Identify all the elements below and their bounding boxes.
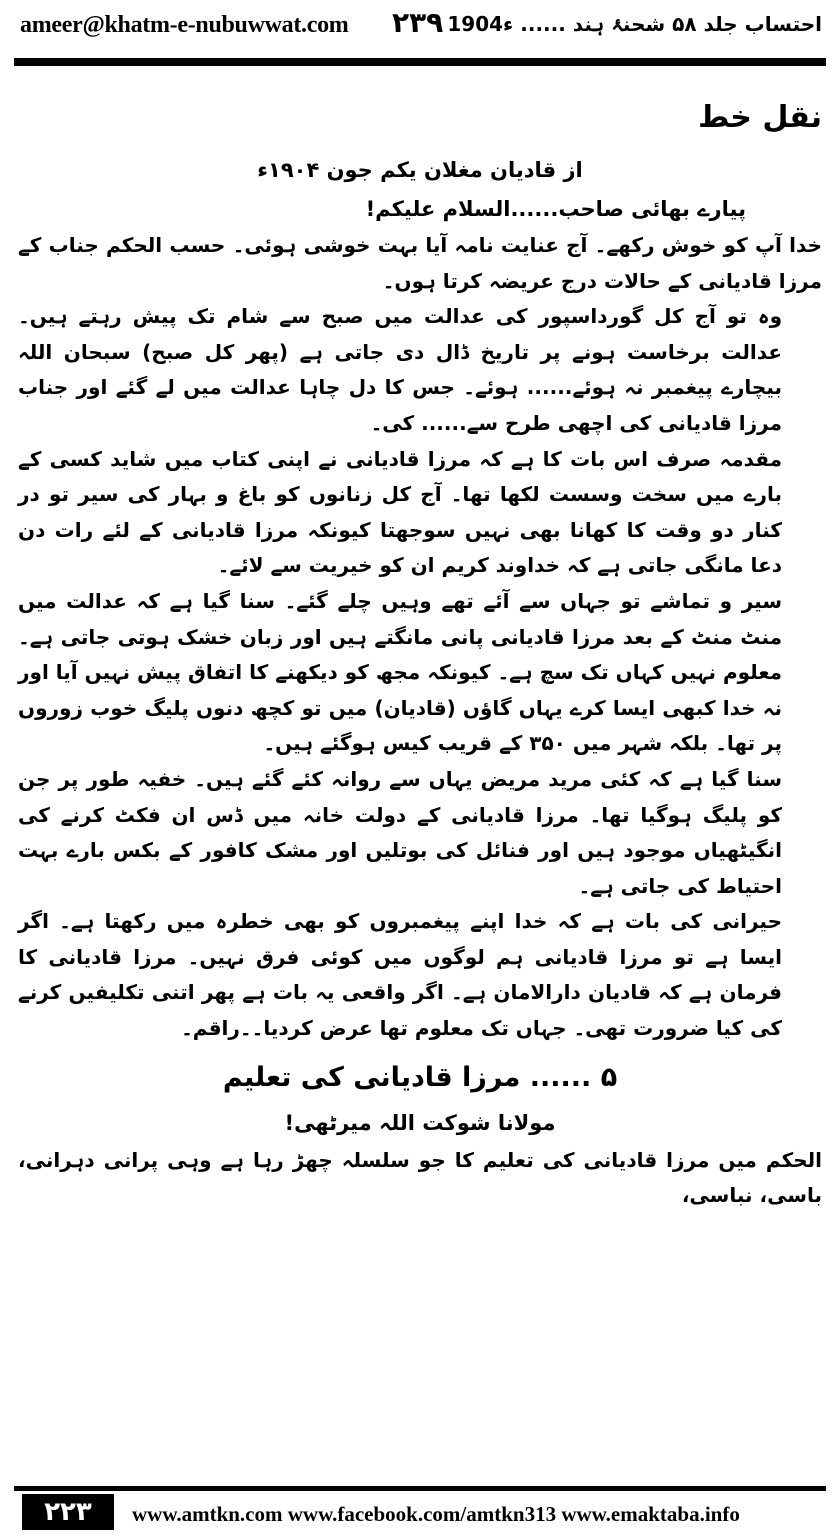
- section-heading: [18, 1053, 822, 1103]
- header-rule: [14, 58, 826, 66]
- header-page-number: ۲۳۹: [392, 6, 444, 39]
- section-number: ۵: [600, 1061, 618, 1093]
- header-email: ameer@khatm-e-nubuwwat.com: [20, 12, 349, 38]
- page-body: [18, 76, 822, 1476]
- letter-paragraph-6: حیرانی کی بات ہے کہ خدا اپنے پیغمبروں کو بھی خطرہ میں رکھتا ہے۔ اگر ایسا ہے تو مرزا قادیانی ہم لوگوں میں کوئی فرق نہیں۔ مرزا قادیانی کا فرمان ہے کہ قادیان دارالامان ہے۔ اگر واقعی یہ بات ہے پھر اتنی تکلیفیں کرنے کی کیا ضرورت تھی۔ جہاں تک معلوم تھا عرض کردیا۔۔راقم۔: [18, 909, 782, 1041]
- letter-paragraph-5: سنا گیا ہے کہ کئی مرید مریض یہاں سے روانہ کئے گئے ہیں۔ خفیہ طور پر جن کو پلیگ ہوگیا تھا۔ مرزا قادیانی کے دولت خانہ میں ڈس ان فکٹ کرنے کی انگیٹھیاں موجود ہیں اور فنائل کی بوتلیں اور مشک کافور کے بکس بارے بہت احتیاط کی جاتی ہے۔: [18, 766, 782, 898]
- header-year: 1904ء: [447, 12, 514, 36]
- footer-rule: [14, 1486, 826, 1491]
- section-title: مرزا قادیانی کی تعلیم: [222, 1061, 521, 1093]
- letter-paragraph-3: مقدمہ صرف اس بات کا ہے کہ مرزا قادیانی نے اپنی کتاب میں شاید کسی کے بارے میں سخت وسست لکھا تھا۔ آج کل زنانوں کو باغ و بہار کی سیر تو در کنار دو وقت کا کھانا بھی نہیں سوجھتا کیونکہ مرزا قادیانی کے لئے رات دن دعا مانگی جاتی ہے کہ خداوند کریم ان کو خیریت سے لائے۔: [18, 446, 782, 578]
- section-separator: ......: [529, 1061, 592, 1093]
- letter-paragraph-1: خدا آپ کو خوش رکھے۔ آج عنایت نامہ آیا بہت خوشی ہوئی۔ حسب الحکم جناب کے مرزا قادیانی کے حالات درج عریضہ کرتا ہوں۔: [18, 233, 822, 293]
- letter-salutation: پیارے بھائی صاحب......السلام علیکم!: [365, 197, 746, 221]
- footer-page-number: ۲۲۳: [22, 1494, 114, 1530]
- section-opening-paragraph: الحکم میں مرزا قادیانی کی تعلیم کا جو سلسلہ چھڑ رہا ہے وہی پرانی دہرانی، باسی، نباسی،: [18, 1147, 822, 1208]
- footer-website-links: www.amtkn.com www.facebook.com/amtkn313 www.emaktaba.info: [132, 1502, 740, 1526]
- letter-dateline: از قادیان مغلان یکم جون ۱۹۰۴ء: [257, 158, 583, 182]
- section-author: مولانا شوکت اللہ میرٹھی!: [284, 1110, 556, 1135]
- letter-paragraph-4: سیر و تماشے تو جہاں سے آئے تھے وہیں چلے گئے۔ سنا گیا ہے کہ عدالت میں منٹ منٹ کے بعد مرزا قادیانی پانی مانگتے ہیں اور زبان خشک ہوتی جاتی ہے۔ معلوم نہیں کہاں تک سچ ہے۔ کیونکہ مجھ کو دیکھنے کا اتفاق پیش نہیں آیا اور نہ خدا کبھی ایسا کرے یہاں گاؤں (قادیان) میں تو کچھ دنوں پلیگ خوب زوروں پر تھا۔ بلکہ شہر میں ۳۵۰ کے قریب کیس ہوگئے ہیں۔: [18, 588, 782, 756]
- header-volume-text: احتساب جلد ۵۸ شحنۂ ہند ......: [520, 12, 822, 36]
- page-footer: [14, 1494, 826, 1538]
- letter-title: نقل خط: [698, 100, 822, 135]
- letter-paragraph-2: وہ تو آج کل گورداسپور کی عدالت میں صبح سے شام تک پیش رہتے ہیں۔ عدالت برخاست ہونے پر تاریخ ڈال دی جاتی ہے (پھر کل صبح) سبحان اللہ بیچارے پیغمبر نہ ہوئے...... ہوئے۔ جس کا دل چاہا عدالت میں لے گئے اور جناب مرزا قادیانی کی اچھی طرح سے...... کی۔: [18, 304, 782, 435]
- header-volume-info: [447, 12, 822, 36]
- page-header: [14, 0, 826, 52]
